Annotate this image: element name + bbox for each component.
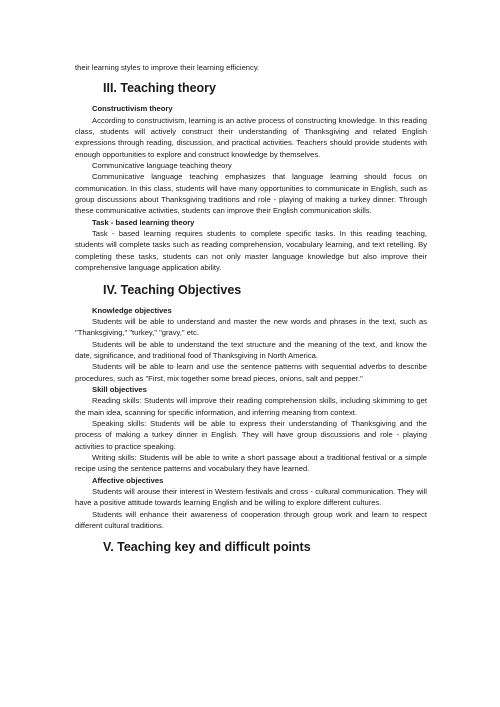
paragraph-knowledge-1: Students will be able to understand and master the new words and phrases in the text, such as "Thanksgiving," "turkey," "gravy," etc. xyxy=(75,316,427,338)
subheading-communicative: Communicative language teaching theory xyxy=(92,161,232,171)
paragraph-affective-1: Students will arouse their interest in Western festivals and cross - cultural communication. They will have a positive attitude towards learning English and be willing to explore different cultures. xyxy=(75,487,427,508)
paragraph-knowledge-2: Students will be able to understand the text structure and the meaning of the text, and know the date, significance, and traditional food of Thanksgiving in North America. xyxy=(75,339,427,360)
intro-line: their learning styles to improve their learning efficiency. xyxy=(75,63,260,72)
paragraph-constructivism: According to constructivism, learning is an active process of constructing knowledge. In this reading class, students will actively construct their understanding of Thanksgiving and related English expressions through reading, discussion, and practical activities. Teachers should provide students with enough opportunities to explore and construct knowledge by themselves. xyxy=(75,115,427,159)
section-heading-teaching-theory: III. Teaching theory xyxy=(103,81,216,96)
paragraph-knowledge-3: Students will be able to learn and use the sentence patterns with sequential adverbs to describe procedures, such as "First, mix together some bread pieces, onions, salt and pepper." xyxy=(75,362,427,383)
paragraph-communicative: Communicative language teaching emphasizes that language learning should focus on communication. In this class, students will have many opportunities to communicate in English, such as group discussions about Thanksgiving traditions and role - playing of making a turkey dinner. Through these communicative activities, students can improve their English communication skills. xyxy=(75,172,427,216)
paragraph-affective-2: Students will enhance their awareness of cooperation through group work and learn to respect different cultural traditions. xyxy=(75,509,427,531)
paragraph-skill-writing: Writing skills: Students will be able to write a short passage about a traditional festival or a simple recipe using the sentence patterns and vocabulary they have learned. xyxy=(75,452,427,474)
subheading-affective-objectives: Affective objectives xyxy=(92,475,164,485)
subheading-skill-objectives: Skill objectives xyxy=(92,384,147,394)
paragraph-skill-reading: Reading skills: Students will improve their reading comprehension skills, including skimming to get the main idea, scanning for specific information, and inferring meaning from context. xyxy=(75,396,427,417)
paragraph-task-based: Task - based learning requires students to complete specific tasks. In this reading teaching, students will complete tasks such as reading comprehension, vocabulary learning, and text retelling. By completing these tasks, students can not only master language knowledge but also improve their comprehensive language application ability. xyxy=(75,229,427,273)
section-heading-teaching-objectives: IV. Teaching Objectives xyxy=(103,282,242,297)
subheading-constructivism: Constructivism theory xyxy=(92,104,173,114)
subheading-knowledge-objectives: Knowledge objectives xyxy=(92,305,172,315)
page-content xyxy=(75,62,427,555)
section-heading-key-difficult-points: V. Teaching key and difficult points xyxy=(103,540,311,555)
subheading-task-based: Task - based learning theory xyxy=(92,217,195,227)
paragraph-skill-speaking: Speaking skills: Students will be able to express their understanding of Thanksgiving and the process of making a turkey dinner in English. They will have group discussions and role - playing activities to practice speaking. xyxy=(75,418,427,451)
